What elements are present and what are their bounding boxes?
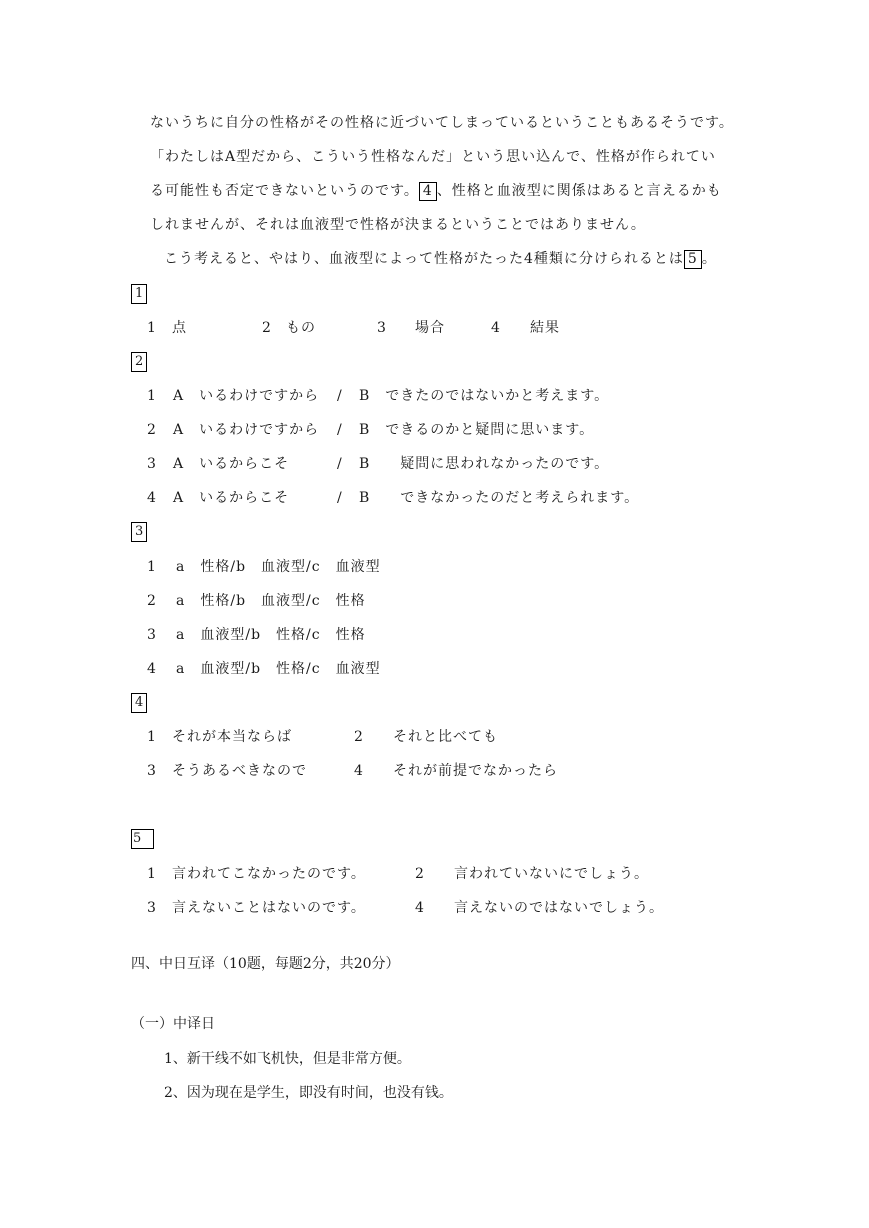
option-text: 言えないことはないのです。 [172,900,366,916]
option-text: a 血液型/b 性格/c 血液型 [176,661,381,677]
question-label: 4 [131,693,147,713]
passage-text: こう考えると、やはり、血液型によって性格がたった4種類に分けられるとは [164,251,684,267]
option-part-b: B 疑問に思われなかったのです。 [359,456,610,472]
option-text: それが前提でなかったら [393,763,558,779]
option-part-b: B できるのかと疑問に思います。 [359,422,595,438]
option-number: 1 [147,729,157,745]
option-number: 4 [415,900,425,916]
option-part-a: A いるわけですから [173,388,320,404]
option-number: 2 [147,422,157,438]
option-number: 4 [354,763,364,779]
option-number: 4 [491,320,501,336]
translation-item: 2、因为现在是学生，即没有时间，也没有钱。 [164,1085,453,1101]
option-text: 言われてこなかったのです。 [172,866,366,882]
passage-text: 、性格と血液型に関係はあると言えるかも [436,183,722,199]
option-text: もの [286,320,316,336]
option-text: a 性格/b 血液型/c 性格 [176,593,366,609]
option-separator: / [337,422,343,438]
option-number: 4 [147,661,157,677]
option-text: 言われていないにでしょう。 [454,866,649,882]
option-separator: / [337,490,343,506]
option-number: 1 [147,388,157,404]
option-number: 1 [147,320,157,336]
option-text: 場合 [415,320,445,336]
passage-line: 「わたしはA型だから、こういう性格なんだ」という思い込んで、性格が作られてい [150,149,716,165]
option-separator: / [337,456,343,472]
option-number: 2 [415,866,425,882]
option-text: 言えないのではないでしょう。 [454,900,664,916]
option-number: 1 [147,559,157,575]
option-part-b: B できたのではないかと考えます。 [359,388,610,404]
blank-box-4: 4 [419,182,437,201]
passage-line [150,181,722,201]
section-subheading: （一）中译日 [131,1016,215,1032]
option-number: 1 [147,866,157,882]
option-number: 2 [262,320,272,336]
option-text: そうあるべきなので [172,763,307,779]
passage-text: る可能性も否定できないというのです。 [150,183,419,199]
option-text: a 性格/b 血液型/c 血液型 [176,559,381,575]
question-label: 1 [131,284,147,304]
option-number: 3 [147,456,157,472]
passage-line: ないうちに自分の性格がその性格に近づいてしまっているということもあるそうです。 [150,115,734,131]
option-part-a: A いるからこそ [173,456,290,472]
blank-box-5: 5 [684,250,702,269]
option-number: 3 [377,320,387,336]
option-number: 3 [147,763,157,779]
option-separator: / [337,388,343,404]
option-number: 2 [147,593,157,609]
question-label: 2 [131,352,147,372]
section-heading: 四、中日互译（10题，每题2分，共20分） [131,956,400,972]
option-text: 点 [172,320,187,336]
option-text: それと比べても [393,729,498,745]
option-text: 結果 [530,320,560,336]
option-part-b: B できなかったのだと考えられます。 [359,490,640,506]
question-label: 3 [131,522,147,542]
passage-line: しれませんが、それは血液型で性格が決まるということではありません。 [150,217,646,233]
option-part-a: A いるわけですから [173,422,320,438]
option-number: 3 [147,627,157,643]
option-text: それが本当ならば [172,729,292,745]
passage-line [164,249,717,269]
option-part-a: A いるからこそ [173,490,290,506]
passage-text: 。 [701,251,717,267]
option-text: a 血液型/b 性格/c 性格 [176,627,366,643]
option-number: 4 [147,490,157,506]
option-number: 3 [147,900,157,916]
translation-item: 1、新干线不如飞机快，但是非常方便。 [164,1051,411,1067]
option-number: 2 [354,729,364,745]
question-label: 5 [131,829,154,849]
